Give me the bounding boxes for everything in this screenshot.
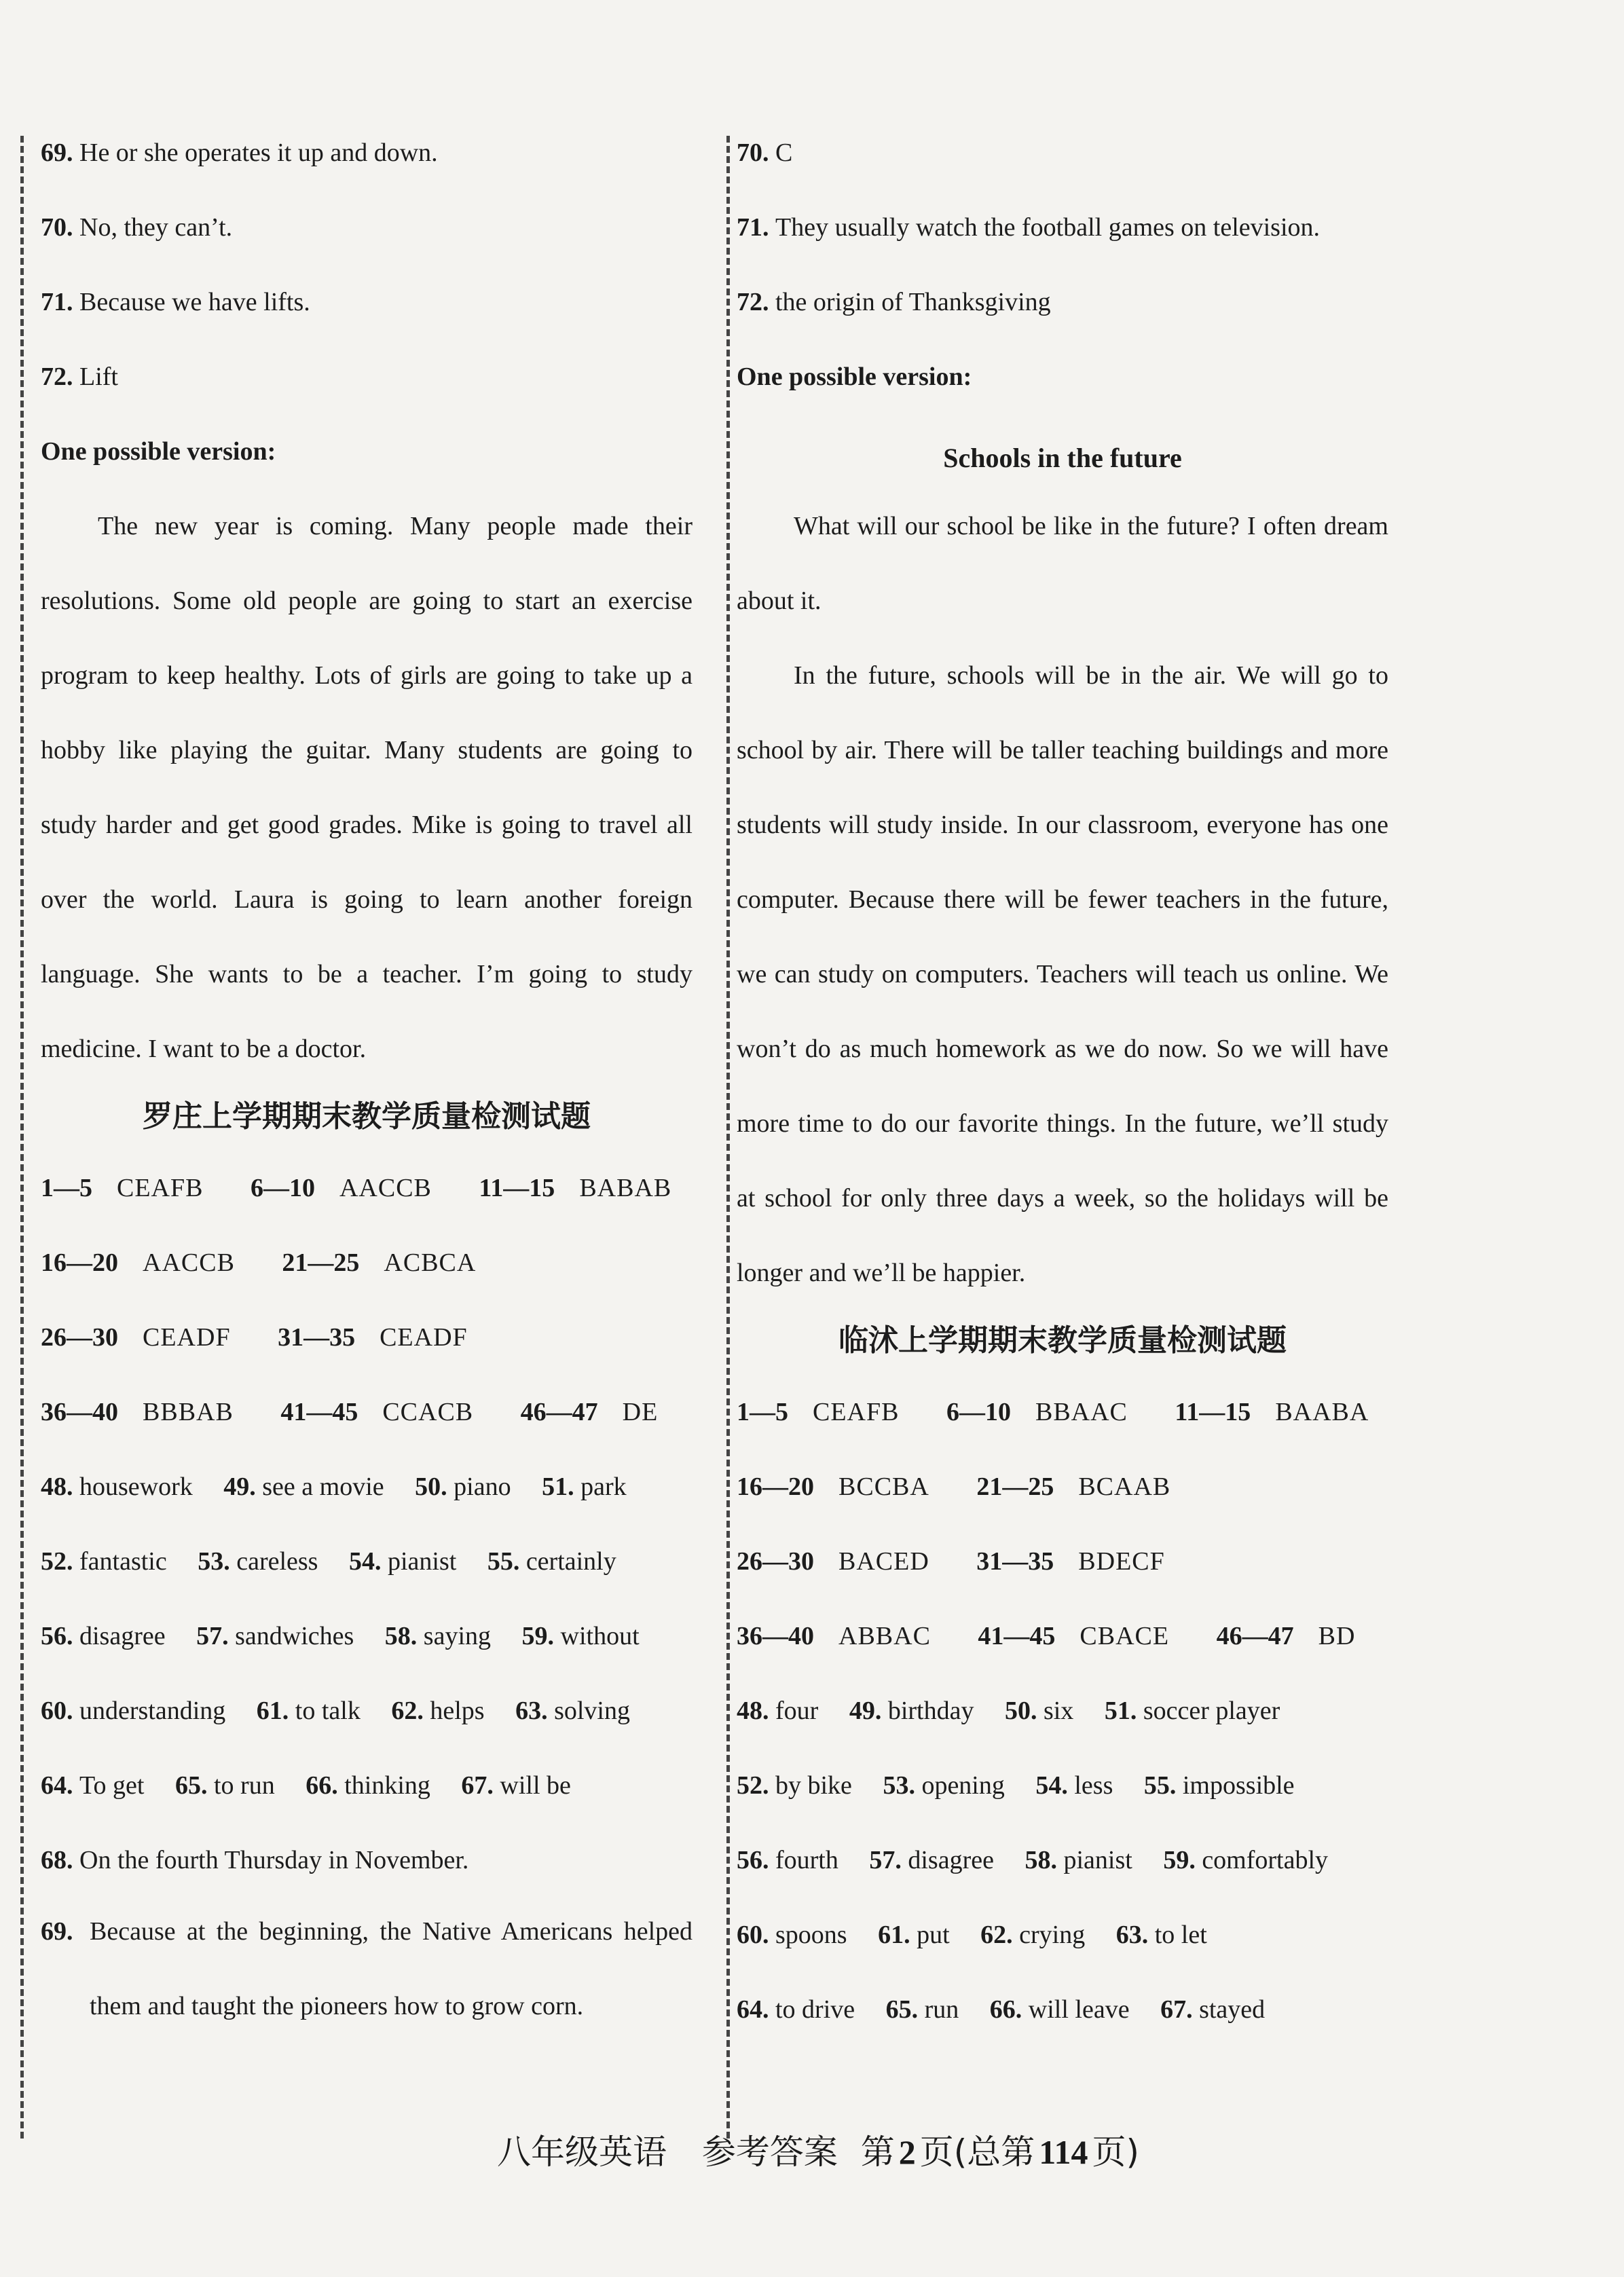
fill-item: 60 . understanding (41, 1697, 225, 1725)
fill-row (41, 1534, 693, 1609)
fill-item: 62 . helps (391, 1697, 484, 1725)
fill-item: 53 . opening (883, 1771, 1004, 1800)
fill-item: 49 . birthday (849, 1697, 974, 1725)
fill-item: 63 . solving (515, 1697, 630, 1725)
answer-item: 71 . They usually watch the football games on television. (737, 204, 1388, 278)
left-dashed-divider (20, 136, 24, 2139)
answer-item: 69 . He or she operates it up and down. (41, 129, 693, 204)
version-label: One possible version: (41, 437, 276, 466)
fill-item: 57 . sandwiches (196, 1622, 354, 1650)
fill-item: 67 . will be (461, 1771, 570, 1800)
fill-item: 51 . park (542, 1473, 627, 1501)
fill-item: 51 . soccer player (1105, 1697, 1280, 1725)
fill-item: 65 . run (886, 1995, 959, 2024)
essay-paragraph: What will our school be like in the future? I often dream about it. (737, 512, 1388, 615)
left-column (41, 129, 693, 2043)
answer-row: 26—30 BACED 31—35 BDECF (737, 1547, 1165, 1576)
fill-item: 56 . disagree (41, 1622, 166, 1650)
fill-item: 55 . certainly (487, 1547, 616, 1576)
section-title: 临沭上学期期末教学质量检测试题 (838, 1323, 1287, 1358)
middle-dashed-divider (726, 136, 730, 2139)
fill-row (737, 1982, 1388, 2057)
answer-row: 36—40 BBBAB 41—45 CCACB 46—47 DE (41, 1398, 659, 1426)
fill-item: 61 . put (878, 1921, 950, 1949)
answer-row: 1—5 CEAFB 6—10 AACCB 11—15 BABAB (41, 1174, 672, 1202)
fill-item: 66 . thinking (306, 1771, 430, 1800)
fill-item: 50 . six (1005, 1697, 1073, 1725)
answer-item: 72 . the origin of Thanksgiving (737, 278, 1388, 353)
answer-item: 70 . No, they can’t. (41, 204, 693, 278)
fill-item: 61 . to talk (257, 1697, 361, 1725)
fill-item: 49 . see a movie (223, 1473, 384, 1501)
fill-item: 52 . fantastic (41, 1547, 167, 1576)
fill-item: 58 . pianist (1025, 1846, 1132, 1874)
answer-row: 1—5 CEAFB 6—10 BBAAC 11—15 BAABA (737, 1398, 1369, 1426)
fill-item: 48 . four (737, 1697, 818, 1725)
footer-subject: 八年级英语 (496, 2132, 667, 2172)
essay-paragraph: In the future, schools will be in the air. We will go to school by air. There will be taller teaching buildings and more students will study inside. In our classroom, everyone has one computer. Because there will be fewer teachers in the future, we can study on computers. Teachers will teach us online. We won’t do as much homework as we do now. So we will have more time to do our favorite things. In the future, we’ll study at school for only three days a week, so the holidays will be longer and we’ll be happier. (737, 661, 1388, 1287)
fill-item: 66 . will leave (990, 1995, 1130, 2024)
essay-title: Schools in the future (943, 443, 1182, 473)
answer-row: 36—40 ABBAC 41—45 CBACE 46—47 BD (737, 1622, 1356, 1650)
footer-kind: 参考答案 (701, 2132, 838, 2172)
fill-item: 53 . careless (198, 1547, 318, 1576)
fill-item: 59 . comfortably (1163, 1846, 1328, 1874)
fill-row (737, 1908, 1388, 1982)
answer-item: 70 . C (737, 129, 1388, 204)
fill-item: 63 . to let (1116, 1921, 1207, 1949)
section-title: 罗庄上学期期末教学质量检测试题 (143, 1099, 591, 1134)
fill-row (41, 1758, 693, 1833)
fill-item: 50 . piano (415, 1473, 511, 1501)
fill-item: 55 . impossible (1144, 1771, 1295, 1800)
fill-item: 64 . To get (41, 1771, 144, 1800)
answer-row: 26—30 CEADF 31—35 CEADF (41, 1323, 468, 1352)
answer-item: 72 . Lift (41, 353, 693, 428)
answer-row: 16—20 BCCBA 21—25 BCAAB (737, 1473, 1171, 1501)
fill-item: 62 . crying (980, 1921, 1085, 1949)
fill-row (737, 1833, 1388, 1908)
page-footer (0, 2125, 1624, 2174)
fill-row (737, 1758, 1388, 1833)
fill-item: 59 . without (522, 1622, 640, 1650)
answer-item: 71 . Because we have lifts. (41, 278, 693, 353)
right-column (737, 129, 1388, 2057)
answer-item: 68 . On the fourth Thursday in November. (41, 1833, 693, 1908)
fill-row (41, 1684, 693, 1758)
fill-item: 60 . spoons (737, 1921, 847, 1949)
fill-item: 58 . saying (385, 1622, 491, 1650)
fill-item: 65 . to run (175, 1771, 275, 1800)
essay-paragraph: The new year is coming. Many people made their resolutions. Some old people are going to start an exercise program to keep healthy. Lots of girls are going to take up a hobby like playing the guitar. Many students are going to study harder and get good grades. Mike is going to travel all over the world. Laura is going to learn another foreign language. She wants to be a teacher. I’m going to study medicine. I want to be a doctor. (41, 512, 693, 1063)
fill-item: 57 . disagree (869, 1846, 994, 1874)
footer-page: 第 2 页(总第 114 页) (860, 2132, 1140, 2172)
fill-item: 52 . by bike (737, 1771, 852, 1800)
fill-item: 54 . less (1035, 1771, 1113, 1800)
version-label: One possible version: (737, 363, 972, 391)
answer-item: 69 . Because at the beginning, the Native Americans helped them and taught the pioneers how to grow corn. (41, 1894, 693, 2043)
fill-row (41, 1460, 693, 1534)
fill-item: 56 . fourth (737, 1846, 838, 1874)
fill-row (737, 1684, 1388, 1758)
fill-item: 67 . stayed (1160, 1995, 1265, 2024)
fill-item: 48 . housework (41, 1473, 193, 1501)
fill-row (41, 1609, 693, 1684)
fill-item: 54 . pianist (349, 1547, 456, 1576)
fill-item: 64 . to drive (737, 1995, 855, 2024)
answer-row: 16—20 AACCB 21—25 ACBCA (41, 1248, 477, 1277)
